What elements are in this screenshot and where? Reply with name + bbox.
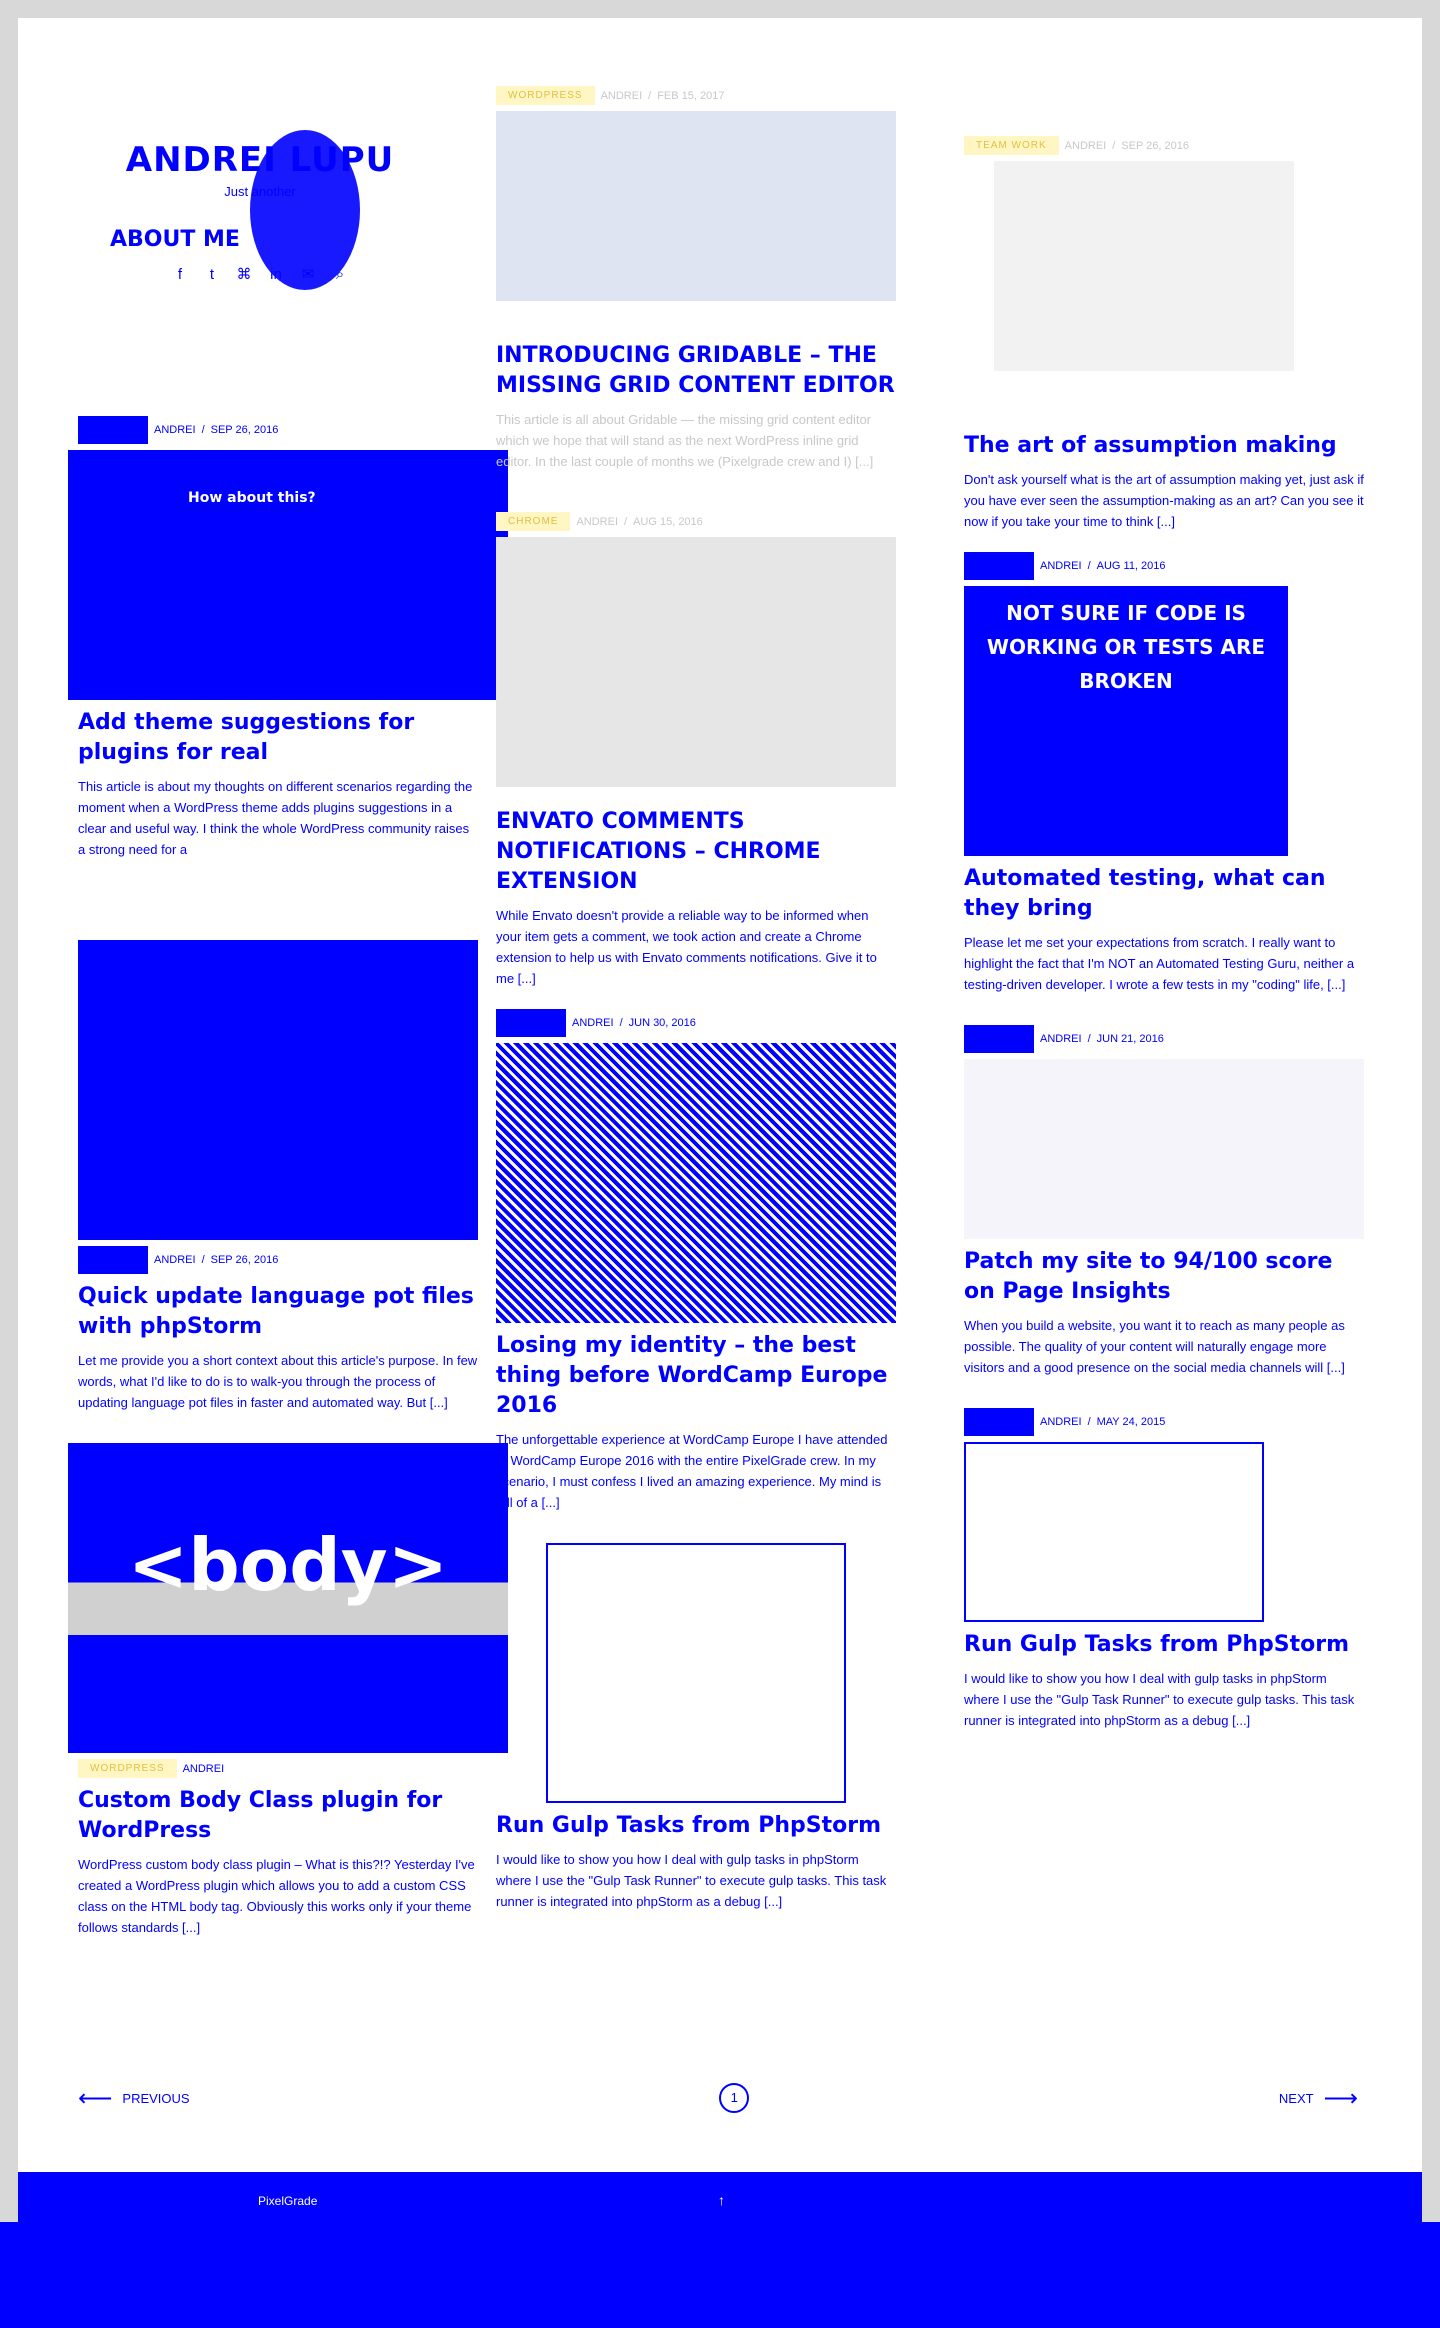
post-title[interactable]: Add theme suggestions for plugins for real (78, 710, 415, 765)
post-thumbnail[interactable] (964, 1442, 1264, 1622)
post-author[interactable]: ANDREI (1040, 560, 1082, 572)
post-excerpt: The unforgettable experience at WordCamp Europe I have attended to WordCamp Europe 2016 with the entire PixelGrade crew. In my scenario, I must confess I lived an amazing experience. My mind is full of a [...] (496, 1432, 888, 1510)
post-meta: ANDREI / MAY 24, 2015 (964, 1408, 1364, 1436)
post-meta: CHROME ANDREI / AUG 15, 2016 (496, 512, 896, 531)
post-title[interactable]: Patch my site to 94/100 score on Page Insights (964, 1249, 1333, 1304)
arrow-right-icon: ⟶ (1323, 2084, 1358, 2112)
previous-page-link[interactable] (78, 2084, 190, 2113)
post-excerpt: Don't ask yourself what is the art of assumption making yet, just ask if you have ever seen the assumption-making as an art? Can you see it now if you take your time to think [...] (964, 472, 1364, 529)
post-author[interactable]: ANDREI (154, 424, 196, 436)
post-card (964, 552, 1364, 995)
post-title[interactable]: Run Gulp Tasks from PhpStorm (496, 1813, 881, 1838)
post-thumbnail[interactable] (78, 940, 478, 1240)
post-card (496, 512, 896, 989)
post-title[interactable]: Run Gulp Tasks from PhpStorm (964, 1632, 1349, 1657)
post-excerpt: When you build a website, you want it to reach as many people as possible. The quality of your content will naturally engage more visitors and a good presence on the social media channels will [...] (964, 1318, 1345, 1375)
search-icon[interactable]: ⌕ (335, 266, 345, 283)
post-date: FEB 15, 2017 (657, 89, 725, 102)
post-thumbnail[interactable] (546, 1543, 846, 1803)
post-date: AUG 11, 2016 (1096, 560, 1166, 572)
post-date: SEP 26, 2016 (1121, 139, 1189, 152)
post-meta: TEAM WORK ANDREI / SEP 26, 2016 (964, 136, 1364, 155)
post-card (78, 1443, 478, 1938)
post-meta: ANDREI / AUG 11, 2016 (964, 552, 1364, 580)
post-title[interactable]: The art of assumption making (964, 433, 1337, 458)
linkedin-icon[interactable]: in (270, 266, 282, 283)
post-author[interactable]: ANDREI (576, 515, 619, 528)
footer-credit[interactable]: PixelGrade (258, 2194, 318, 2208)
post-title[interactable]: Automated testing, what can they bring (964, 866, 1326, 921)
post-author[interactable]: ANDREI (154, 1254, 196, 1266)
thumbnail-caption: <body> (127, 1523, 449, 1607)
post-thumbnail[interactable] (964, 1059, 1364, 1239)
post-title[interactable]: Losing my identity – the best thing before WordCamp Europe 2016 (496, 1333, 888, 1418)
post-author[interactable]: ANDREI (1064, 139, 1107, 152)
post-meta: ANDREI / JUN 21, 2016 (964, 1025, 1364, 1053)
post-category[interactable]: CHROME (496, 512, 570, 531)
post-card (964, 1408, 1364, 1731)
twitter-icon[interactable]: t (209, 266, 215, 283)
post-thumbnail[interactable] (68, 450, 508, 700)
post-title[interactable]: Custom Body Class plugin for WordPress (78, 1788, 443, 1843)
mail-icon[interactable]: ✉ (301, 266, 315, 283)
post-card (496, 1543, 896, 1912)
post-thumbnail[interactable] (496, 537, 896, 787)
previous-page-label: PREVIOUS (122, 2090, 190, 2106)
post-thumbnail[interactable] (68, 1443, 508, 1753)
post-category[interactable] (78, 1246, 148, 1274)
post-thumbnail[interactable] (496, 111, 896, 301)
site-footer (18, 2172, 1422, 2242)
post-excerpt: Let me provide you a short context about this article's purpose. In few words, what I'd like to do is to walk-you through the process of updating language pot files in faster and automated way. But [...] (78, 1353, 478, 1410)
post-excerpt: I would like to show you how I deal with gulp tasks in phpStorm where I use the "Gulp Task Runner" to execute gulp tasks. This task runner is integrated into phpStorm as a debug [...] (496, 1852, 887, 1909)
post-meta: ANDREI / SEP 26, 2016 (78, 1246, 478, 1274)
post-card (78, 416, 478, 860)
post-title[interactable]: INTRODUCING GRIDABLE – THE MISSING GRID CONTENT EDITOR (496, 343, 895, 398)
posts-column-2 (496, 80, 896, 1912)
posts-column-1 (78, 410, 478, 1938)
github-icon[interactable]: ⌘ (236, 266, 252, 283)
post-meta: ANDREI / JUN 30, 2016 (496, 1009, 896, 1037)
post-date: JUN 21, 2016 (1096, 1033, 1164, 1045)
post-category[interactable] (964, 1025, 1034, 1053)
post-meta: ANDREI / SEP 26, 2016 (78, 416, 478, 444)
post-author[interactable]: ANDREI (1040, 1033, 1082, 1045)
post-category[interactable] (496, 1009, 566, 1037)
page-number-current[interactable]: 1 (719, 2083, 749, 2113)
post-card (496, 1009, 896, 1513)
thumbnail-caption: How about this? (188, 490, 316, 506)
post-card (78, 940, 478, 1413)
post-category[interactable] (78, 416, 148, 444)
post-excerpt: I would like to show you how I deal with gulp tasks in phpStorm where I use the "Gulp Task Runner" to execute gulp tasks. This task runner is integrated into phpStorm as a debug [...] (964, 1671, 1355, 1728)
post-author[interactable]: ANDREI (1040, 1416, 1082, 1428)
post-date: SEP 26, 2016 (210, 424, 279, 436)
next-page-label: NEXT (1278, 2090, 1314, 2106)
arrow-left-icon: ⟵ (78, 2084, 113, 2112)
pagination (78, 2082, 1358, 2114)
post-thumbnail[interactable] (964, 586, 1288, 856)
post-thumbnail[interactable] (496, 1043, 896, 1323)
site-title[interactable]: ANDREI LUPU (125, 140, 395, 180)
post-category[interactable]: WORDPRESS (78, 1759, 177, 1778)
post-title[interactable]: ENVATO COMMENTS NOTIFICATIONS – CHROME EXTENSION (496, 809, 821, 894)
post-thumbnail[interactable] (994, 161, 1294, 371)
post-excerpt: While Envato doesn't provide a reliable way to be informed when your item gets a comment, we took action and create a Chrome extension to help us with Envato comments notifications. Give it to me [...] (496, 908, 877, 986)
post-card (496, 86, 896, 472)
post-excerpt: WordPress custom body class plugin – What is this?!? Yesterday I've created a WordPress plugin which allows you to add a custom CSS class on the HTML body tag. Obviously this works only if your theme follows standards [...] (78, 1857, 475, 1935)
post-date: MAY 24, 2015 (1096, 1416, 1166, 1428)
post-title[interactable]: Quick update language pot files with phpStorm (78, 1284, 474, 1339)
post-excerpt: Please let me set your expectations from scratch. I really want to highlight the fact that I'm NOT an Automated Testing Guru, neither a testing-driven developer. I wrote a few tests in my "coding" life, [...] (964, 935, 1355, 992)
site-tagline: Just another (224, 184, 296, 199)
thumbnail-caption: NOT SURE IF CODE IS WORKING OR TESTS ARE BROKEN (986, 601, 1266, 693)
post-excerpt: This article is all about Gridable — the missing grid content editor which we hope that will stand as the next WordPress inline grid editor. In the last couple of months we (Pixelgrade crew and I) [...] (496, 412, 874, 469)
post-author[interactable]: ANDREI (182, 1762, 225, 1775)
post-author[interactable]: ANDREI (600, 89, 643, 102)
post-meta (78, 1759, 478, 1778)
post-category[interactable] (964, 552, 1034, 580)
post-author[interactable]: ANDREI (572, 1017, 614, 1029)
about-me-link[interactable]: ABOUT ME (110, 227, 240, 252)
post-date: JUN 30, 2016 (628, 1017, 696, 1029)
post-date: AUG 15, 2016 (633, 515, 703, 528)
post-category[interactable]: TEAM WORK (964, 136, 1059, 155)
social-links (110, 266, 410, 284)
facebook-icon[interactable]: f (177, 266, 183, 283)
next-page-link[interactable] (1279, 2084, 1358, 2113)
post-date: SEP 26, 2016 (210, 1254, 279, 1266)
post-card (964, 1025, 1364, 1378)
post-category[interactable]: WORDPRESS (496, 86, 595, 105)
post-meta: WORDPRESS ANDREI / FEB 15, 2017 (496, 86, 896, 105)
back-to-top-icon[interactable]: ↑ (718, 2192, 725, 2208)
post-card (964, 136, 1364, 532)
site-header (110, 140, 410, 284)
post-excerpt: This article is about my thoughts on different scenarios regarding the moment when a WordPress theme adds plugins suggestions in a clear and useful way. I think the whole WordPress community raises a strong need for a (78, 779, 473, 857)
post-category[interactable] (964, 1408, 1034, 1436)
posts-column-3 (964, 130, 1364, 1731)
